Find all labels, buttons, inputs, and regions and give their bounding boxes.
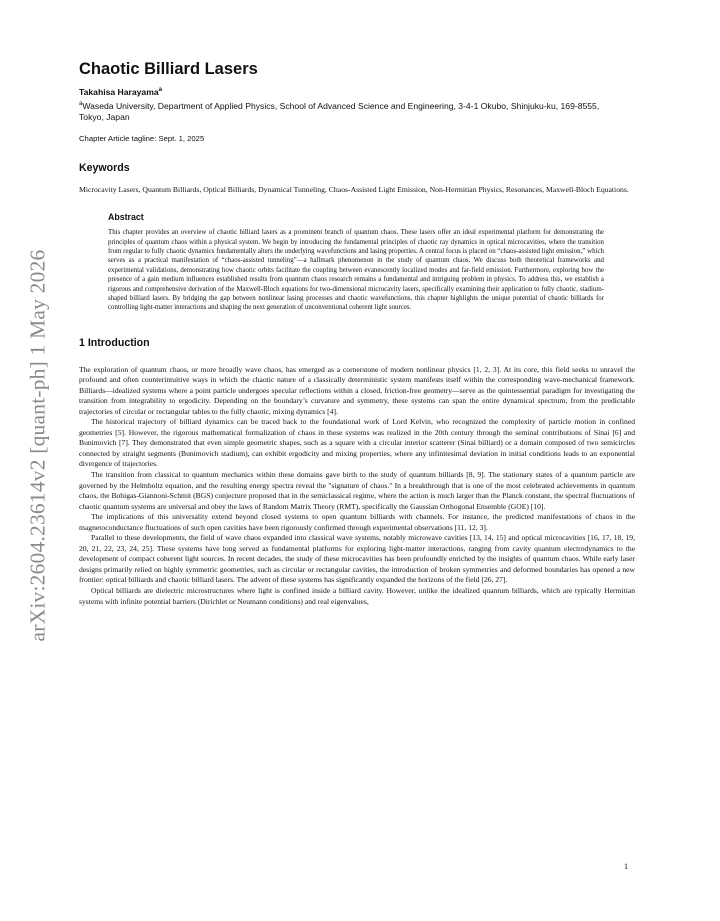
affiliation-mark: a bbox=[79, 101, 83, 107]
section-heading-introduction: 1 Introduction bbox=[79, 336, 150, 349]
affiliation-text: Waseda University, Department of Applied Physics, School of Advanced Science and Engineering, 3-4-1 Okubo, Shinjuku-ku, 169-8555, Tokyo, Japan bbox=[79, 100, 600, 123]
intro-paragraph: Optical billiards are dielectric microstructures where light is confined inside a billiard cavity. However, unlike the idealized quantum billiards, which are typically Hermitian systems with infinite potential barriers (Dirichlet or Neumann conditions) and real eigenvalues, bbox=[79, 586, 635, 606]
intro-paragraph: The exploration of quantum chaos, or more broadly wave chaos, has emerged as a cornerstone of modern nonlinear physics [1, 2, 3]. At its core, this field seeks to unravel the profound and often counterintuitive ways in which the chaotic nature of a classically deterministic system manifests itself within the corresponding wave-mechanical framework. Billiards—idealized systems where a point particle undergoes specular reflections within a closed, friction-free geometry—serve as the quintessential paradigm for investigating the transition from integrability to ergodicity. Depending on the boundary’s curvature and symmetry, these systems can span the entire dynamical spectrum, from the predictable trajectories of circular or rectangular tables to the fully chaotic, mixing dynamics [4]. bbox=[79, 364, 635, 416]
intro-paragraph: Parallel to these developments, the field of wave chaos expanded into classical wave systems, notably microwave cavities [13, 14, 15] and optical microcavities [16, 17, 18, 19, 20, 21, 22, 23, 24, 25]. These systems have long served as fundamental platforms for exploring light-matter interactions, ranging from cavity quantum electrodynamics to the development of compact coherent light sources. In recent decades, the study of these microcavities has been profoundly enriched by the insights of quantum chaos. While early laser designs primarily relied on highly symmetric geometries, such as circular or rectangular cavities, the introduction of broken symmetries and deformed boundaries has opened a new frontier: optical billiards and chaotic billiard lasers. The advent of these systems has significantly expanded the horizons of the field [26, 27]. bbox=[79, 533, 635, 585]
page-number: 1 bbox=[624, 862, 628, 871]
author-name: Takahisa Harayama bbox=[79, 87, 159, 97]
abstract-text: This chapter provides an overview of chaotic billiard lasers as a prominent branch of quantum chaos. These lasers offer an ideal experimental platform for demonstrating the principles of quantum chaos within a physical system. We begin by introducing the fundamental principles of chaotic ray dynamics in optical microcavities, where the transition from regular to fully chaotic dynamics fundamentally alters the underlying wavefunctions and lasing properties. A central focus is placed on “chaos-assisted light emission,” which serves as a practical manifestation of “chaos-assisted tunneling”—a hallmark phenomenon in the study of quantum chaos. We discuss both theoretical frameworks and experimental validations, demonstrating how chaotic orbits facilitate the coupling between evanescently localized modes and far-field emission. Furthermore, exploring how the presence of a gain medium influences established results from quantum chaos research remains a fundamental and intriguing problem in physics. To address this, we establish a rigorous and comprehensive derivation of the Maxwell-Bloch equations for two-dimensional microcavity lasers, specifically examining their application to fully chaotic, stadium-shaped billiard lasers. By bridging the gap between nonlinear lasing processes and chaotic wavefunctions, this chapter highlights the unique potential of chaotic billiards for controlling light-matter interactions and shaping the next generation of unconventional coherent light sources. bbox=[108, 229, 604, 312]
abstract-block bbox=[108, 212, 604, 312]
arxiv-stamp-container bbox=[18, 240, 58, 650]
page-content bbox=[79, 60, 635, 607]
keywords-heading: Keywords bbox=[79, 161, 130, 174]
introduction-body bbox=[79, 365, 635, 608]
affiliation bbox=[79, 99, 619, 124]
keywords-text: Microcavity Lasers, Quantum Billiards, Optical Billiards, Dynamical Tunneling, Chaos-Assisted Light Emission, Non-Hermitian Physics, Resonances, Maxwell-Bloch Equations. bbox=[79, 184, 629, 194]
intro-paragraph: The implications of this universality extend beyond closed systems to open quantum billiards with channels. For instance, the predicted manifestations of chaos in the magnetoconductance fluctuations of such open cavities have been rigorously confirmed through experimental observations [11, 12, 3]. bbox=[79, 512, 635, 532]
abstract-heading: Abstract bbox=[108, 212, 144, 223]
chapter-tagline: Chapter Article tagline: Sept. 1, 2025 bbox=[79, 133, 205, 143]
intro-paragraph: The historical trajectory of billiard dynamics can be traced back to the foundational work of Lord Kelvin, who recognized the complexity of particle motion in confined geometries [5]. However, the rigorous mathematical formalization of chaos in these systems was realized in the 20th century through the seminal contributions of Sinai [6] and Bunimovich [7]. They demonstrated that even simple geometric shapes, such as a square with a circular interior scatterer (Sinai billiard) or a domain composed of two semicircles connected by straight segments (Bunimovich stadium), can exhibit ergodicity and mixing properties, where any infinitesimal deviation in initial conditions leads to an exponential divergence of trajectories. bbox=[79, 417, 635, 469]
author-affiliation-mark: a bbox=[158, 87, 162, 94]
intro-paragraph: The transition from classical to quantum mechanics within these domains gave birth to the study of quantum billiards [8, 9]. The stationary states of a quantum particle are governed by the Helmholtz equation, and the resulting energy spectra reveal the "signature of chaos." In a breakthrough that is one of the most celebrated achievements in quantum chaos, the Bohigas-Giannoni-Schmit (BGS) conjecture proposed that in the semiclassical regime, where the action is much larger than the Planck constant, the spectral fluctuations of chaotic quantum systems are universal and obey the laws of Random Matrix Theory (RMT), specifically the Gaussian Orthogonal Ensemble (GOE) [10]. bbox=[79, 470, 635, 511]
author-line bbox=[79, 87, 635, 97]
arxiv-stamp[interactable]: arXiv:2604.23614v2 [quant-ph] 1 May 2026 bbox=[25, 249, 50, 641]
paper-title: Chaotic Billiard Lasers bbox=[79, 60, 258, 78]
